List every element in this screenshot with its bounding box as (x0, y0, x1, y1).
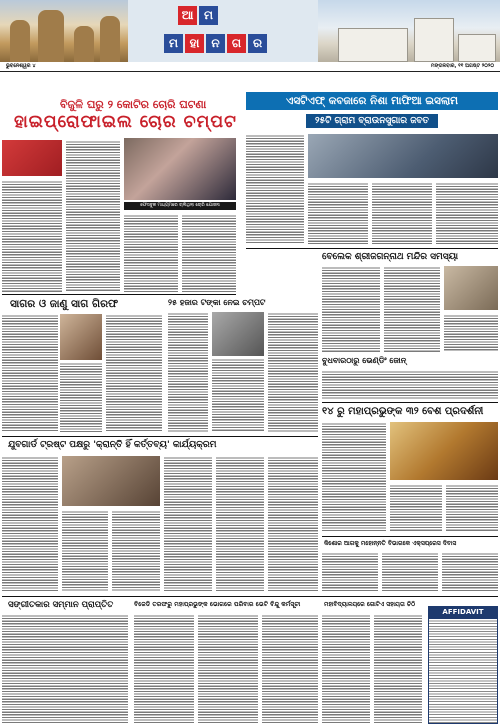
story-body-text (2, 314, 58, 432)
story-headline: ବିଜେଡି ତରଫରୁ ମହାପ୍ରଭୁଙ୍କ ଭୋଗରେ ପରିବାର ଭେଟି ବିନ୍ଦୁ କର୍ମସୂଚୀ (134, 601, 301, 608)
story-photo (62, 456, 160, 506)
story-body-text (198, 614, 258, 724)
story-headline: ଯୁବଗାର୍ଡ ଟ୍ରଷ୍ଟ ପକ୍ଷରୁ 'କ୍ରାନ୍ତି ହିଁ କର୍ତ୍ତବ୍ୟ' କାର୍ଯ୍ୟକ୍ରମ (8, 440, 217, 450)
story-photo (390, 422, 498, 480)
story-body-text (124, 214, 178, 292)
ad-body (428, 618, 498, 724)
story-body-text (2, 614, 128, 724)
story-subheadline: ୨୫ଟି ଗ୍ରାମ ବ୍ରାଉନସୁଗାର ଜବତ (306, 114, 438, 128)
story-body-text (374, 614, 422, 724)
story-body-text (62, 510, 108, 592)
story-headline: ସାଗର ଓ ଜାଣୁ ସାଗ ଗିରଫ (10, 298, 119, 310)
divider (322, 536, 498, 537)
story-photo (444, 266, 498, 310)
story-body-text (216, 456, 264, 592)
story-headline: ୧୪ ରୁ ମହାପ୍ରଭୁଙ୍କ ୩୨ ବେଶ ପ୍ରଦର୍ଶନୀ (322, 406, 484, 417)
story-photo (2, 140, 62, 176)
story-body-text (182, 214, 236, 292)
story-body-text (390, 484, 442, 532)
story-photo (60, 314, 102, 360)
story-body-text (106, 314, 162, 432)
story-body-text (2, 456, 58, 592)
story-body-text (60, 362, 102, 432)
story-body-text (268, 456, 318, 592)
story-kicker: ବିଜୁଳି ଘରୁ ୨ କୋଟିର ଚୋରି ଘଟଣା (60, 98, 207, 111)
story-band-headline: ଏସଟିଏଫ୍ କବଜାରେ ନିଶା ମାଫିଆ ଇସଲାମ (246, 92, 498, 110)
issue-date: ମଙ୍ଗଳବାର, ୧୧ ଅଗଷ୍ଟ ୨୦୨୦ (430, 63, 494, 69)
story-body-text (322, 422, 386, 532)
story-body-text (322, 266, 380, 352)
story-body-text (372, 182, 432, 244)
logo-letter: ଗ (227, 34, 246, 53)
logo-letter: ର (248, 34, 267, 53)
story-body-text (384, 266, 440, 352)
divider (322, 402, 498, 403)
divider (2, 596, 498, 597)
story-body-text (66, 140, 120, 292)
masthead (0, 0, 500, 62)
story-body-text (2, 180, 62, 292)
masthead-logo-row-bottom (164, 34, 267, 53)
story-photo (308, 134, 498, 178)
story-headline: ମହାବିଦ୍ୟାଳୟରେ ଗୋଟିଏ ସହାୟତା ଚିଠି (324, 601, 416, 608)
story-body-text (442, 552, 498, 592)
masthead-logo-row-top (178, 6, 218, 25)
logo-letter: ଆ (178, 6, 197, 25)
divider (2, 294, 236, 295)
story-headline: ବେଲେକ ଶ୍ରୀଜଗନ୍ନାଥ ମନ୍ଦିର ସମସ୍ୟା (322, 252, 459, 262)
story-body-text (164, 456, 212, 592)
story-body-text (446, 484, 498, 532)
story-body-text (262, 614, 318, 724)
divider (246, 248, 498, 249)
story-body-text (322, 552, 378, 592)
photo-caption: ଫେସବୁକ ମାଧ୍ୟମରେ ଚାଲିଥିଲା ଚୋରି ଯୋଜନା (124, 202, 236, 210)
divider (2, 436, 318, 437)
masthead-photo-building (318, 0, 500, 62)
logo-letter: ମ (199, 6, 218, 25)
story-body-text (322, 614, 370, 724)
story-body-text (212, 358, 264, 432)
masthead-photo-temple (0, 0, 128, 62)
story-headline: ୨୫ ହଜାର ଟଙ୍କା ନେଇ ଚମ୍ପଟ (168, 298, 266, 307)
story-body-text (436, 182, 498, 244)
story-headline: ହାଇପ୍ରୋଫାଇଲ ଚୋର ଚମ୍ପଟ (14, 112, 237, 132)
story-body-text (444, 314, 498, 352)
story-photo (212, 312, 264, 356)
story-headline: ବୁଧବାରଠାରୁ ଭେଣ୍ଡିଂ ଜୋନ୍ (322, 356, 407, 365)
story-body-text (308, 182, 368, 244)
date-bar (0, 62, 500, 72)
story-body-text (246, 134, 304, 244)
page-label: ଭୁବନେଶ୍ୱର ୪ (6, 63, 36, 69)
story-body-text (382, 552, 438, 592)
logo-letter: ନ (206, 34, 225, 53)
story-headline: କିଶୋର ଆଗକୁ ମହୋନ୍ନତି ବିଭାଗକେ ଏକ୍ସପ୍ରେସ ଦିବାସ (324, 540, 457, 547)
ad-label: AFFIDAVIT (428, 606, 498, 618)
story-body-text (112, 510, 160, 592)
story-body-text (134, 614, 194, 724)
story-headline: ସଙ୍ଗୀତକାର ସମ୍ମାନ ପ୍ରାପ୍ତିତ (8, 600, 114, 610)
story-body-text (322, 370, 498, 400)
logo-letter: ହା (185, 34, 204, 53)
story-body-text (268, 312, 318, 432)
logo-letter: ମ (164, 34, 183, 53)
story-body-text (168, 312, 208, 432)
story-photo (124, 138, 236, 200)
